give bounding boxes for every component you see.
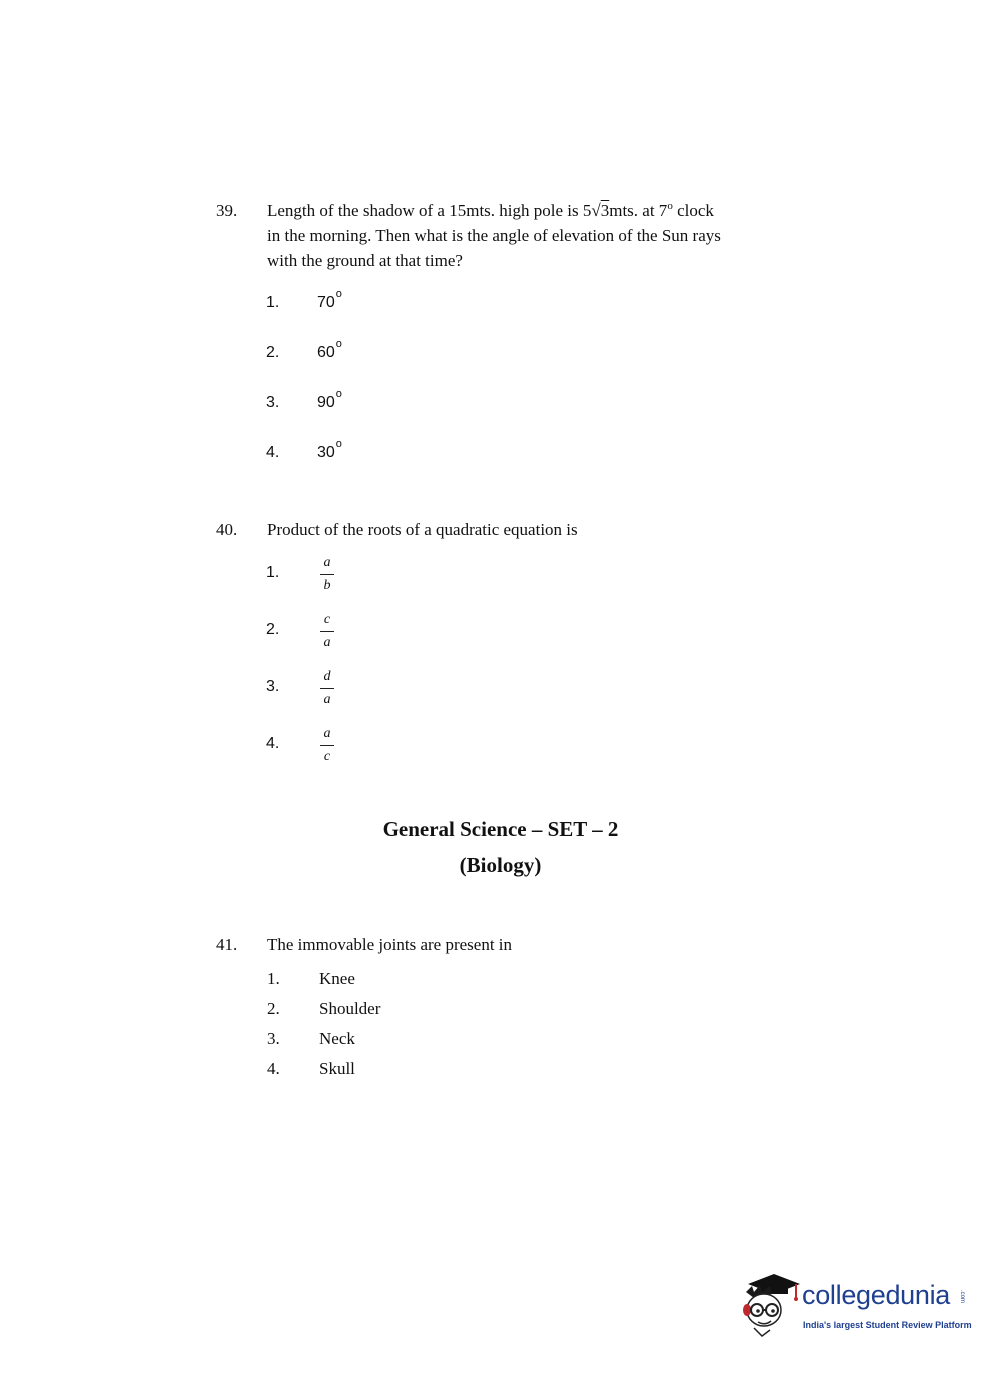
q41-option-2-value: Shoulder — [319, 999, 381, 1018]
denominator: b — [323, 578, 331, 593]
q41-option-4-value: Skull — [319, 1059, 355, 1078]
q41-option-3-value: Neck — [319, 1029, 355, 1048]
section-title: General Science – SET – 2 — [382, 817, 619, 841]
q39-option-4-number: 4. — [266, 444, 280, 461]
q41-option-2-number: 2. — [267, 999, 280, 1018]
q39-option-3-number: 3. — [266, 394, 280, 411]
q40-option-3-number: 3. — [266, 678, 280, 695]
numerator: a — [323, 726, 331, 741]
q39-option-4-value: 30 — [317, 444, 335, 461]
sqrt-value: 3 — [600, 201, 610, 220]
degree-superscript: o — [667, 200, 673, 212]
question-40-number: 40. — [216, 520, 238, 539]
logo-tagline: India's largest Student Review Platform — [803, 1320, 972, 1330]
q39-option-2 — [317, 338, 342, 362]
question-39-number: 39. — [216, 201, 238, 220]
numerator: d — [323, 669, 331, 684]
denominator: a — [323, 692, 331, 707]
fraction-bar — [320, 574, 334, 575]
question-39-line3: with the ground at that time? — [267, 251, 463, 270]
q40-option-2-number: 2. — [266, 621, 280, 638]
q40-option-4-number: 4. — [266, 735, 280, 752]
q39-option-1-value: 70 — [317, 294, 335, 311]
question-39-line1a: Length of the shadow of a 15mts. high pole is 5 — [267, 201, 592, 220]
q39-option-2-value: 60 — [317, 344, 335, 361]
denominator: a — [323, 635, 331, 650]
denominator: c — [323, 749, 331, 764]
q41-option-3-number: 3. — [267, 1029, 280, 1048]
numerator: c — [323, 612, 331, 627]
question-39-line1c: clock — [672, 201, 714, 220]
q39-option-1 — [317, 288, 342, 312]
fraction-bar — [320, 631, 334, 632]
q39-option-3 — [317, 388, 342, 412]
mascot-icon — [740, 1270, 800, 1340]
q40-option-3-fraction — [317, 669, 337, 708]
q40-option-1-number: 1. — [266, 564, 280, 581]
q40-option-4-fraction — [317, 726, 337, 765]
numerator: a — [323, 555, 331, 570]
logo-com: .com — [959, 1290, 965, 1304]
question-40-text: Product of the roots of a quadratic equation is — [267, 520, 578, 539]
degree-icon: o — [335, 438, 342, 450]
q41-option-1-value: Knee — [319, 969, 355, 988]
q39-option-3-value: 90 — [317, 394, 335, 411]
collegedunia-logo[interactable] — [740, 1270, 980, 1340]
fraction-bar — [320, 745, 334, 746]
q41-option-1-number: 1. — [267, 969, 280, 988]
question-39-text — [267, 198, 787, 273]
q39-option-1-number: 1. — [266, 294, 280, 311]
q41-option-4-number: 4. — [267, 1059, 280, 1078]
logo-wordmark: collegedunia — [802, 1280, 951, 1310]
q40-option-2-fraction — [317, 612, 337, 651]
q40-option-1-fraction — [317, 555, 337, 594]
q39-option-2-number: 2. — [266, 344, 280, 361]
question-39-line1b: mts. at 7 — [609, 201, 668, 220]
question-41-text: The immovable joints are present in — [267, 935, 513, 954]
degree-icon: o — [335, 338, 342, 350]
question-39-line2: in the morning. Then what is the angle of elevation of the Sun rays — [267, 226, 721, 245]
question-41-number: 41. — [216, 935, 238, 954]
degree-icon: o — [335, 388, 342, 400]
sqrt-sign: √ — [591, 201, 601, 220]
q39-option-4 — [317, 438, 342, 462]
section-subtitle: (Biology) — [459, 853, 542, 877]
fraction-bar — [320, 688, 334, 689]
degree-icon: o — [335, 288, 342, 300]
